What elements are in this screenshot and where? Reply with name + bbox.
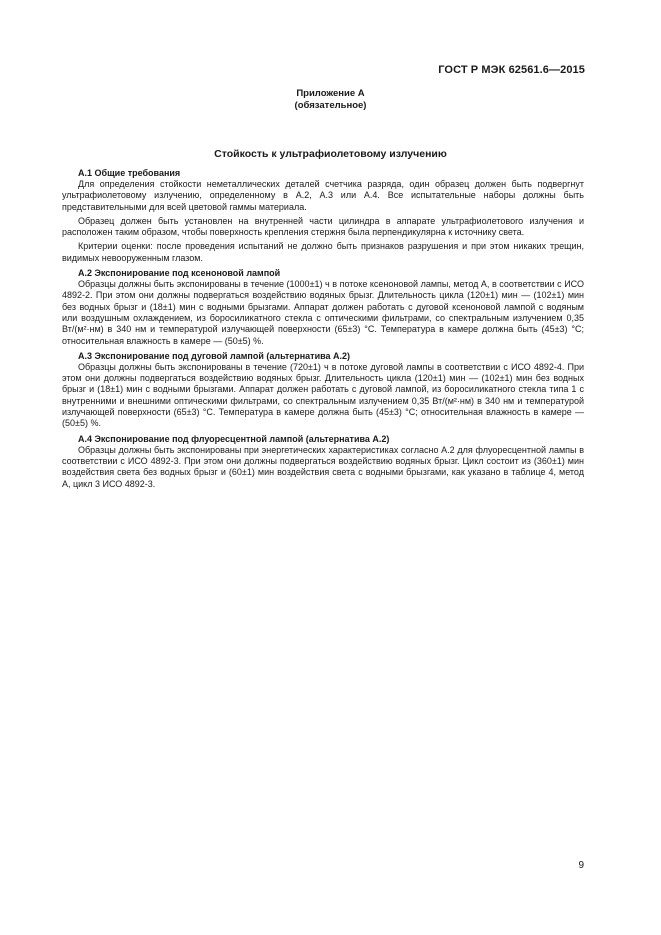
section-heading: А.4 Экспонирование под флуоресцентной лампой (альтернатива А.2) — [78, 433, 390, 444]
annex-title: Приложение А — [296, 88, 365, 99]
paragraph: Критерии оценки: после проведения испытаний не должно быть признаков разрушения и при этом никаких трещин, видимых невооруженным глазом. — [62, 241, 584, 263]
section-heading: А.1 Общие требования — [78, 168, 181, 178]
section-a4 — [62, 433, 584, 490]
section-a1 — [62, 167, 584, 264]
annex-status: (обязательное) — [294, 100, 367, 111]
section-a2 — [62, 267, 584, 347]
document-body — [62, 166, 584, 493]
paragraph: Образцы должны быть экспонированы в течение (720±1) ч в потоке дуговой лампы в соответствии с ИСО 4892-4. При этом они должны подвергаться воздействию водяных брызг. Длительность цикла (120±1) мин — (102±1) мин без водных брызг и (18±1) мин с водными брызгами. Аппарат должен работать с дуговой лампой, из боросиликатного стекла типа 1 с внутренними и внешними оптическими фильтрами, со спектральным излучением 0,35 Вт/(м²·нм) в 340 нм и температурой излучающей поверхности (65±3) °С. Температура в камере должна быть (45±3) °С; относительная влажность в камере — (50±5) %. — [62, 361, 584, 429]
page-number: 9 — [578, 860, 584, 871]
paragraph: Для определения стойкости неметаллических деталей счетчика разряда, один образец должен быть подвергнут ультрафиолетовому излучению, определенному в А.2, А.3 или А.4. Все испытательные наборы должны быть представительными для всей цветовой гаммы материала. — [62, 179, 584, 212]
section-heading: А.2 Экспонирование под ксеноновой лампой — [78, 268, 281, 279]
annex-heading — [0, 88, 661, 112]
main-title: Стойкость к ультрафиолетовому излучению — [214, 148, 447, 160]
paragraph: Образец должен быть установлен на внутренней части цилиндра в аппарате ультрафиолетового излучения и расположен таким образом, чтобы поверхность крепления стержня была перпендикулярна к источнику света. — [62, 215, 584, 238]
section-heading: А.3 Экспонирование под дуговой лампой (альтернатива А.2) — [78, 350, 351, 361]
paragraph: Образцы должны быть экспонированы в течение (1000±1) ч в потоке ксеноновой лампы, метод А, в соответствии с ИСО 4892-2. При этом они должны подвергаться воздействию водяных брызг. Длительность цикла (120±1) мин — (102±1) мин без водных брызг и (18±1) мин с водными брызгами. Аппарат должен работать с дуговой ксеноновой лампой с водяным или воздушным охлаждением, из боросиликатного стекла с оптическими фильтрами, со спектральным излучением 0,35 Вт/(м²·нм) в 340 нм и температурой излучающей поверхности (65±3) °С. Температура в камере должна быть (45±3) °С; относительная влажность в камере — (50±5) %. — [62, 279, 584, 346]
paragraph: Образцы должны быть экспонированы при энергетических характеристиках согласно А.2 для флуоресцентной лампы в соответствии с ИСО 4892-3. При этом они должны подвергаться воздействию водяных брызг. Цикл состоит из (360±1) мин воздействия света без водных брызг и (60±1) мин воздействия света с водными брызгами, как указано в таблице 4, метод А, цикл 3 ИСО 4892-3. — [62, 444, 584, 489]
document-code: ГОСТ Р МЭК 62561.6—2015 — [438, 64, 585, 76]
section-a3 — [62, 350, 584, 430]
